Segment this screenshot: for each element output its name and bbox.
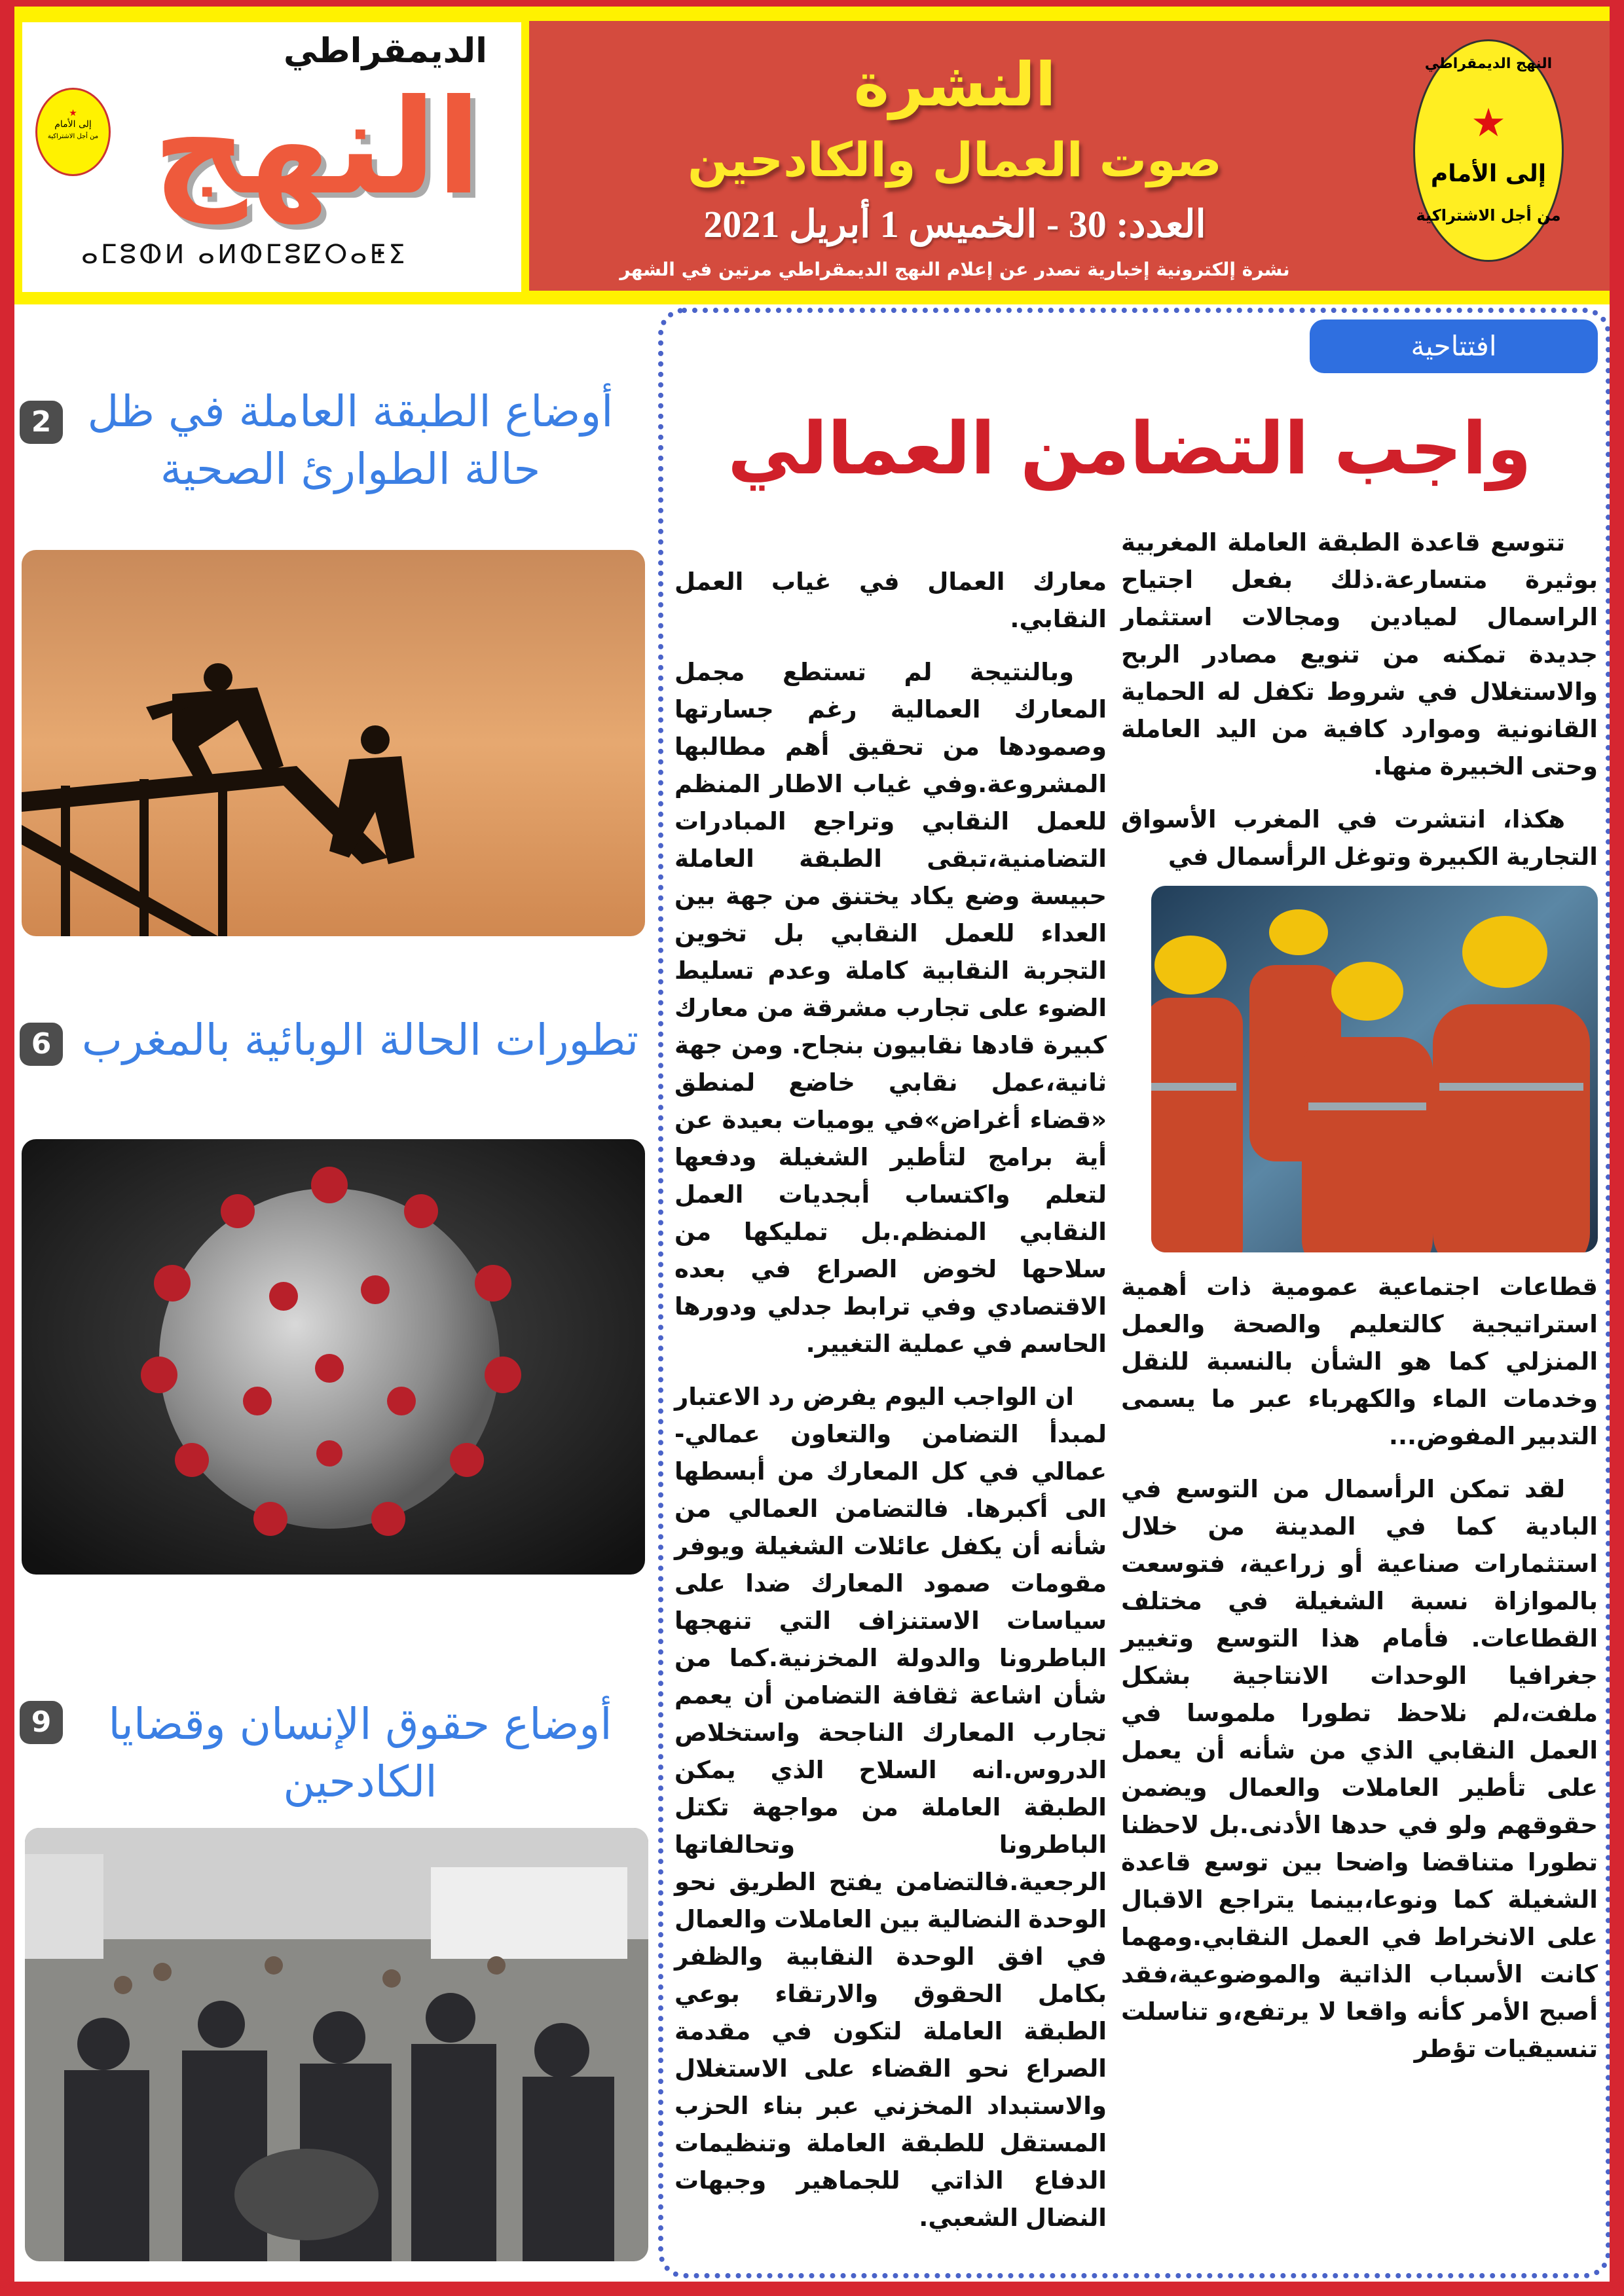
sidebar-headline[interactable]: أوضاع الطبقة العاملة في ظل حالة الطوارئ الصحية	[87, 386, 614, 494]
sidebar-item-page-2[interactable]	[72, 383, 629, 498]
article-column-right	[1121, 524, 1598, 2083]
logo-subtitle: الديمقراطي	[284, 31, 487, 71]
paragraph: قطاعات اجتماعية عمومية ذات أهمية استراتيجية كالتعليم والصحة والعمل المنزلي كما هو الشأن بالنسبة للنقل وخدمات الماء والكهرباء عبر ما يسمى التدبير المفوض...	[1121, 1273, 1598, 1450]
sidebar-item-page-9[interactable]	[92, 1696, 629, 1811]
logo-tifinagh: ⴰⵎⵓⵀⵍ ⴰⵍⵀⵎⵓⵇⵔⴰⵟⵉ	[81, 240, 408, 270]
issue-info: العدد: 30 - الخميس 1 أبريل 2021	[703, 203, 1206, 246]
article-column-middle	[674, 563, 1107, 2252]
paragraph: تتوسع قاعدة الطبقة العاملة المغربية بوثيرة متسارعة.ذلك بفعل اجتياح الراسمال لميادين ومجالات استثمار جديدة تمكنه من تنويع مصادر الربح والاستغلال في شروط تكفل له الحماية القانونية وموارد كافية من اليد العاملة وحتى الخبيرة منها.	[1121, 528, 1598, 780]
paragraph: ان الواجب اليوم يفرض رد الاعتبار لمبدأ التضامن والتعاون عمالي- عمالي في كل المعارك من أبسطها الى أكبرها. فالتضامن العمالي من شأنه أن يكفل عائلات الشغيلة ويوفر مقومات صمود المعارك ضدا على سياسات الاستنزاف التي تنهجها الباطرونا والدولة المخزنية.كما من شأن اشاعة ثقافة التضامن أن يعمم تجارب المعارك الناجحة واستخلاص الدروس.انه السلاح الذي يمكن الطبقة العاملة من مواجهة تكتل الباطرونا وتحالفاتها الرجعية.فالتضامن يفتح الطريق نحو الوحدة النضالية بين العاملات والعمال في افق الوحدة النقابية والظفر بكامل الحقوق والارتقاء بوعي الطبقة العاملة لتكون في مقدمة الصراع نحو القضاء على الاستغلال والاستبداد المخزني عبر بناء الحزب المستقل للطبقة العاملة وتنظيمات الدفاع الذاتي للجماهير وجبهات النضال الشعبي.	[674, 1383, 1107, 2232]
masthead	[529, 21, 1610, 291]
star-icon: ★	[69, 108, 77, 118]
paragraph: هكذا، انتشرت في المغرب الأسواق التجارية الكبيرة وتوغل الرأسمال في	[1121, 805, 1598, 871]
article-title: واجب التضامن العمالي	[728, 407, 1532, 490]
logo-wordmark: النهج	[153, 71, 481, 224]
paragraph: معارك العمال في غياب العمل النقابي.	[674, 568, 1107, 633]
tagline: نشرة إلكترونية إخبارية تصدر عن إعلام النهج الديمقراطي مرتين في الشهر	[619, 259, 1290, 280]
newsletter-title: النشرة	[853, 50, 1056, 120]
sidebar-headline[interactable]: أوضاع حقوق الإنسان وقضايا الكادحين	[108, 1699, 612, 1807]
page-badge: 6	[20, 1023, 63, 1066]
section-label: افتتاحية	[1310, 319, 1598, 373]
coronavirus-image	[22, 1139, 645, 1575]
workers-silhouette-photo	[22, 550, 645, 936]
page-badge: 9	[20, 1701, 63, 1744]
seal-bottom-text: من أجل الاشتراكية	[1416, 206, 1561, 225]
seal-ring-text: النهج الديمقراطي	[1424, 56, 1553, 72]
star-icon: ★	[1471, 100, 1506, 146]
seal-motto: إلى الأمام	[1430, 160, 1547, 187]
logo-seal-bottom-text: من أجل الاشتراكية	[47, 132, 99, 140]
newsletter-subtitle: صوت العمال والكادحين	[688, 132, 1222, 187]
protest-crowd-photo	[25, 1828, 648, 2261]
page-badge: 2	[20, 401, 63, 444]
paragraph: لقد تمكن الرأسمال من التوسع في البادية كما في المدينة من خلال استثمارات صناعية أو زراعية، فتوسعت بالموازاة نسبة الشغيلة في مختلف القطاعات. فأمام هذا التوسع وتغيير جغرافيا الوحدات الانتاجية بشكل ملفت،لم نلاحظ تطورا ملموسا في العمل النقابي الذي من شأنه أن يعمل على تأطير العاملات والعمال ويضمن حقوقهم ولو في حدها الأدنى.بل لاحظنا تطورا متناقضا واضحا بين توسع قاعدة الشغيلة كما ونوعا،بينما يتراجع الاقبال على الانخراط في العمل النقابي.ومهما كانت الأسباب الذاتية والموضوعية،فقد أصبح الأمر كأنه واقعا لا يرتفع،و تناسلت تنسيقيات تؤطر	[1121, 1475, 1598, 2063]
logo-seal-icon	[35, 88, 111, 176]
paragraph: وبالنتيجة لم تستطع مجمل المعارك العمالية رغم جسارتها وصمودها من تحقيق أهم مطالبها المشروعة.وفي غياب الاطار المنظم للعمل النقابي وتراجع المبادرات التضامنية،تبقى الطبقة العاملة حبيسة وضع يكاد يختنق من جهة بين العداء للعمل النقابي بل تخوين التجربة النقابية كاملة وعدم تسليط الضوء على تجارب مشرقة من معارك كبيرة قادها نقابيون بنجاح. ومن جهة ثانية،عمل نقابي خاضع لمنطق «قضاء أغراض»في يوميات بعيدة عن أية برامج لتأطير الشغيلة ودفعها لتعلم واكتساب أبجديات العمل النقابي المنظم.بل تمليكها من سلاحها لخوض الصراع في بعده الاقتصادي وفي ترابط جدلي ودورها الحاسم في عملية التغيير.	[674, 658, 1107, 1358]
sidebar-headline[interactable]: تطورات الحالة الوبائية بالمغرب	[81, 1015, 639, 1065]
logo	[22, 22, 521, 292]
party-seal	[1413, 39, 1564, 262]
logo-seal-text: إلى الأمام	[54, 118, 92, 130]
sidebar-item-page-6[interactable]	[79, 1011, 642, 1069]
industrial-workers-photo	[1151, 886, 1598, 1252]
